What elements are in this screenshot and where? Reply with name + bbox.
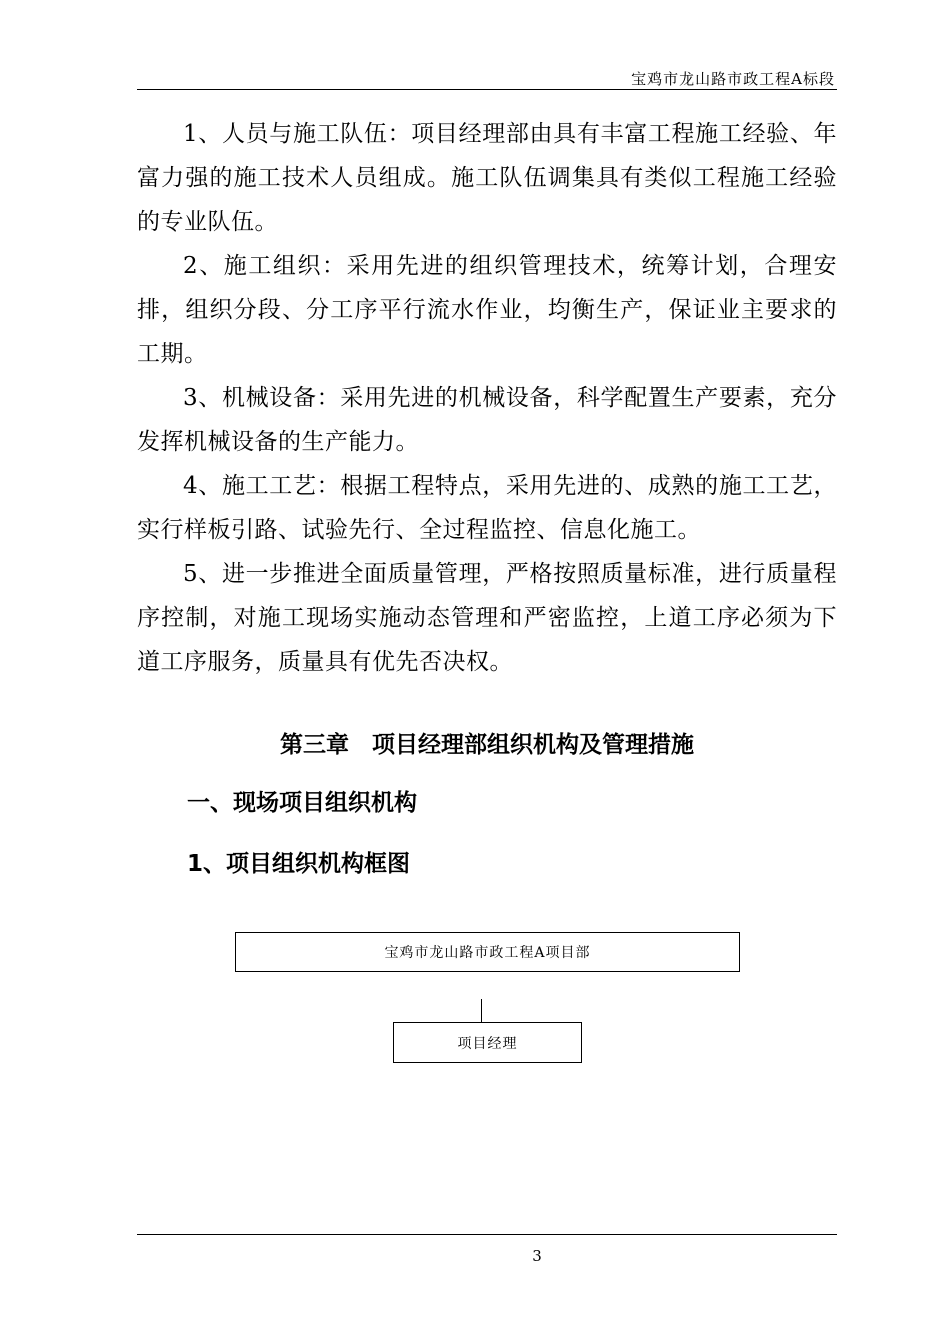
org-box-project-manager: 项目经理 (393, 1022, 582, 1063)
footer-rule (137, 1234, 837, 1235)
paragraph-4: 4、施工工艺：根据工程特点，采用先进的、成熟的施工工艺，实行样板引路、试验先行、全过程监控、信息化施工。 (137, 473, 837, 543)
section-heading-level1: 一、现场项目组织机构 (187, 790, 417, 816)
header-rule (137, 89, 837, 90)
paragraph-2: 2、施工组织：采用先进的组织管理技术，统筹计划，合理安排，组织分段、分工序平行流水作业，均衡生产，保证业主要求的工期。 (137, 253, 837, 367)
org-box-project-department: 宝鸡市龙山路市政工程A项目部 (235, 932, 740, 972)
section-heading-level2: 1、项目组织机构框图 (187, 851, 411, 877)
page-number: 3 (532, 1247, 542, 1265)
chapter-title: 第三章 项目经理部组织机构及管理措施 (280, 732, 694, 758)
paragraph-3: 3、机械设备：采用先进的机械设备，科学配置生产要素，充分发挥机械设备的生产能力。 (137, 385, 837, 455)
paragraph-5: 5、进一步推进全面质量管理，严格按照质量标准，进行质量程序控制，对施工现场实施动态管理和严密监控，上道工序必须为下道工序服务，质量具有优先否决权。 (137, 561, 837, 675)
org-connector-line (481, 999, 482, 1023)
body-text (137, 112, 837, 684)
running-header: 宝鸡市龙山路市政工程A标段 (631, 70, 835, 88)
paragraph-1: 1、人员与施工队伍：项目经理部由具有丰富工程施工经验、年富力强的施工技术人员组成。施工队伍调集具有类似工程施工经验的专业队伍。 (137, 121, 837, 235)
